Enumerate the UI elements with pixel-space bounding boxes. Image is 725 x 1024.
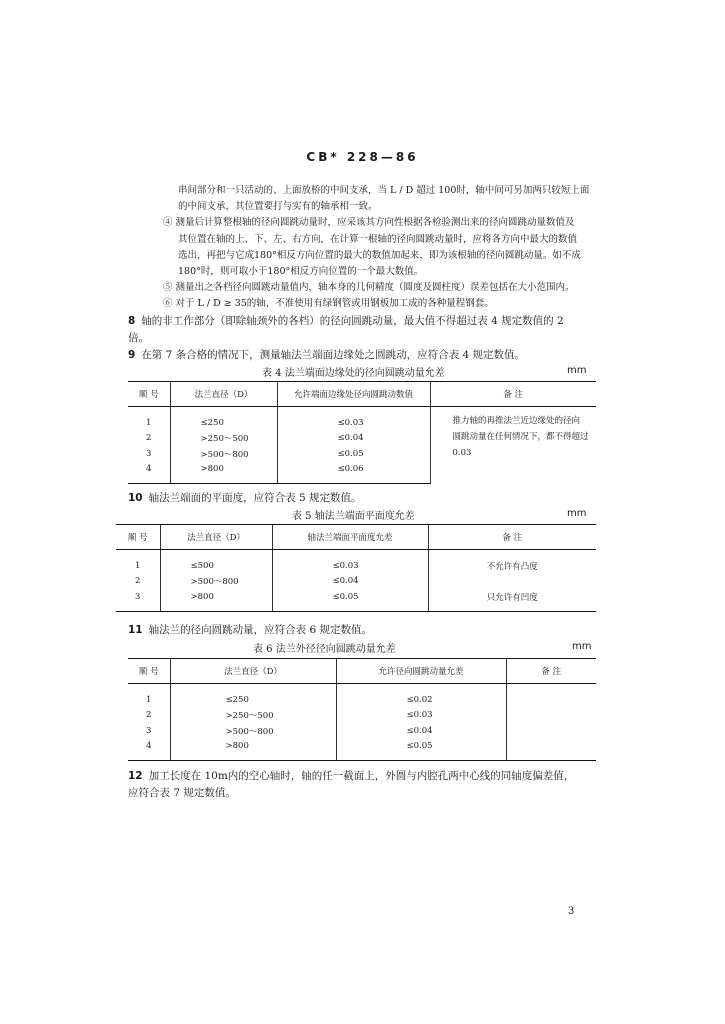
clause-text: 轴法兰端面的平面度，应符合表 5 规定数值。 <box>148 492 362 504</box>
clause-number: 11 <box>128 624 143 636</box>
table-unit: mm <box>572 641 592 652</box>
cell-diameter: ≤500 <box>160 550 272 574</box>
cell-diameter: >500～800 <box>160 574 272 590</box>
note-line: 推力轴的再推法兰近边缘处的径向 <box>452 416 581 426</box>
intro-line: 串间部分和一只活动的、上面放桥的中间支承，当 L / D 超过 100时，轴中间可另加两只较短上面 <box>178 185 590 196</box>
clause-number: 9 <box>128 349 136 361</box>
column-header: 备 注 <box>428 525 596 550</box>
cell-index: 3 <box>146 725 152 736</box>
table-unit: mm <box>567 508 587 519</box>
column-header: 法兰直径（D） <box>170 382 277 407</box>
cell-index: 2 <box>146 710 152 721</box>
cell-index: 1 <box>135 560 141 571</box>
column-header: 顺 号 <box>116 525 160 550</box>
table-row <box>128 407 596 431</box>
cell-diameter: >800 <box>170 739 336 761</box>
table-unit: mm <box>567 365 587 376</box>
table-row <box>128 723 596 739</box>
cell-diameter: >250～500 <box>170 708 336 724</box>
clause-text: 轴的非工作部分（即除轴颈外的各档）的径向圆跳动量，最大值不得超过表 4 规定数值的 2 <box>141 315 564 327</box>
cell-index: 2 <box>135 576 141 587</box>
column-header: 顺 号 <box>128 659 170 684</box>
cell-value: ≤0.02 <box>336 684 506 708</box>
standard-code-header: CB* 228—86 <box>306 150 419 164</box>
note-line: 选出，再把与它成180°相反方向位置的最大的数值加起来，即为该根轴的径向圆跳动量。如不成 <box>178 250 581 261</box>
cell-note <box>430 407 596 484</box>
intro-line: 的中间支承，其位置要打与实有的轴承相一致。 <box>178 201 378 212</box>
clause-number: 12 <box>128 770 143 782</box>
page-number: 3 <box>568 906 575 917</box>
table-row <box>116 589 596 611</box>
column-header: 允许径向圆跳动量允差 <box>336 659 506 684</box>
table-4 <box>128 381 596 484</box>
column-header: 法兰直径（D） <box>160 525 272 550</box>
table-row <box>128 684 596 708</box>
cell-value: ≤0.04 <box>336 723 506 739</box>
table-6 <box>128 658 596 761</box>
cell-value: ≤0.03 <box>336 708 506 724</box>
clause-8 <box>128 313 564 329</box>
cell-note: 只允许有凹度 <box>428 589 596 611</box>
cell-index: 3 <box>116 589 160 611</box>
cell-index: 3 <box>146 448 152 459</box>
cell-note <box>506 684 596 708</box>
clause-number: 10 <box>128 492 143 504</box>
cell-diameter: >250～500 <box>170 431 277 447</box>
table-5 <box>116 524 596 612</box>
note-line: ⑥ 对于 L / D ≥ 35的轴，不准使用有绿钢管或用钢板加工成的各种量程钢套。 <box>163 298 494 309</box>
note-line: 其位置在轴的上、下、左、右方向，在计算一根轴的径向圆跳动量时，应将各方向中最大的数值 <box>178 234 578 245</box>
cell-diameter: >800 <box>160 589 272 611</box>
cell-diameter: >800 <box>170 462 277 484</box>
cell-note <box>506 708 596 724</box>
table-row <box>128 739 596 761</box>
clause-text: 轴法兰的径向圆跳动量，应符合表 6 规定数值。 <box>148 624 372 636</box>
column-header: 备 注 <box>430 382 596 407</box>
column-header: 法兰直径（D） <box>170 659 336 684</box>
clause-12-continuation: 应符合表 7 规定数值。 <box>128 787 236 799</box>
cell-diameter: >500～800 <box>170 446 277 462</box>
cell-note <box>428 574 596 590</box>
cell-index: 1 <box>146 694 152 705</box>
cell-value: ≤0.05 <box>272 589 428 611</box>
cell-diameter: >500～800 <box>170 723 336 739</box>
column-header: 轴法兰端面平面度允差 <box>272 525 428 550</box>
note-line: ④ 测量后计算整根轴的径向圆跳动量时，应采该其方向性根据各检验测出来的径向圆跳动量数值及 <box>163 217 575 228</box>
table-caption: 表 4 法兰端面边缘处的径向圆跳动量允差 <box>262 368 445 379</box>
clause-text: 在第 7 条合格的情况下，测量轴法兰端面边缘处之圆跳动，应符合表 4 规定数值。 <box>141 349 526 361</box>
cell-value: ≤0.04 <box>277 431 430 447</box>
cell-diameter: ≤250 <box>170 407 277 431</box>
cell-note: 不允许有凸度 <box>428 550 596 574</box>
column-header: 备 注 <box>506 659 596 684</box>
cell-value: ≤0.05 <box>336 739 506 761</box>
cell-note <box>506 739 596 761</box>
cell-index: 2 <box>146 433 152 444</box>
clause-number: 8 <box>128 315 136 327</box>
note-line: 圆跳动量在任何情况下，都不得超过 <box>452 432 589 442</box>
note-line: 0.03 <box>452 448 472 458</box>
cell-value: ≤0.03 <box>277 407 430 431</box>
cell-value: ≤0.06 <box>277 462 430 484</box>
table-caption: 表 6 法兰外径径向圆跳动量允差 <box>253 644 396 655</box>
column-header: 允许端面边缘处径向圆跳动数值 <box>277 382 430 407</box>
cell-note <box>506 723 596 739</box>
cell-index: 4 <box>128 739 170 761</box>
clause-9 <box>128 347 525 363</box>
cell-value: ≤0.03 <box>272 550 428 574</box>
clause-12 <box>128 768 574 784</box>
table-row <box>116 574 596 590</box>
clause-8-continuation: 倍。 <box>128 332 149 344</box>
cell-value: ≤0.04 <box>272 574 428 590</box>
column-header: 顺 号 <box>128 382 170 407</box>
table-row <box>116 550 596 574</box>
note-line: ⑤ 测量出之各档径向圆跳动量值内，轴本身的几何精度（圆度及圆柱度）误差包括在大小范围内。 <box>163 282 575 293</box>
cell-value: ≤0.05 <box>277 446 430 462</box>
cell-index: 4 <box>128 462 170 484</box>
table-row <box>128 708 596 724</box>
cell-index: 1 <box>146 417 152 428</box>
table-caption: 表 5 轴法兰端面平面度允差 <box>292 511 415 522</box>
clause-text: 加工长度在 10m内的空心轴时，轴的任一截面上，外圆与内腔孔两中心线的同轴度偏差值， <box>148 770 575 782</box>
clause-10 <box>128 490 361 506</box>
clause-11 <box>128 622 372 638</box>
cell-diameter: ≤250 <box>170 684 336 708</box>
note-line: 180°时，则可取小于180°相反方向位置的一个最大数值。 <box>178 266 424 277</box>
